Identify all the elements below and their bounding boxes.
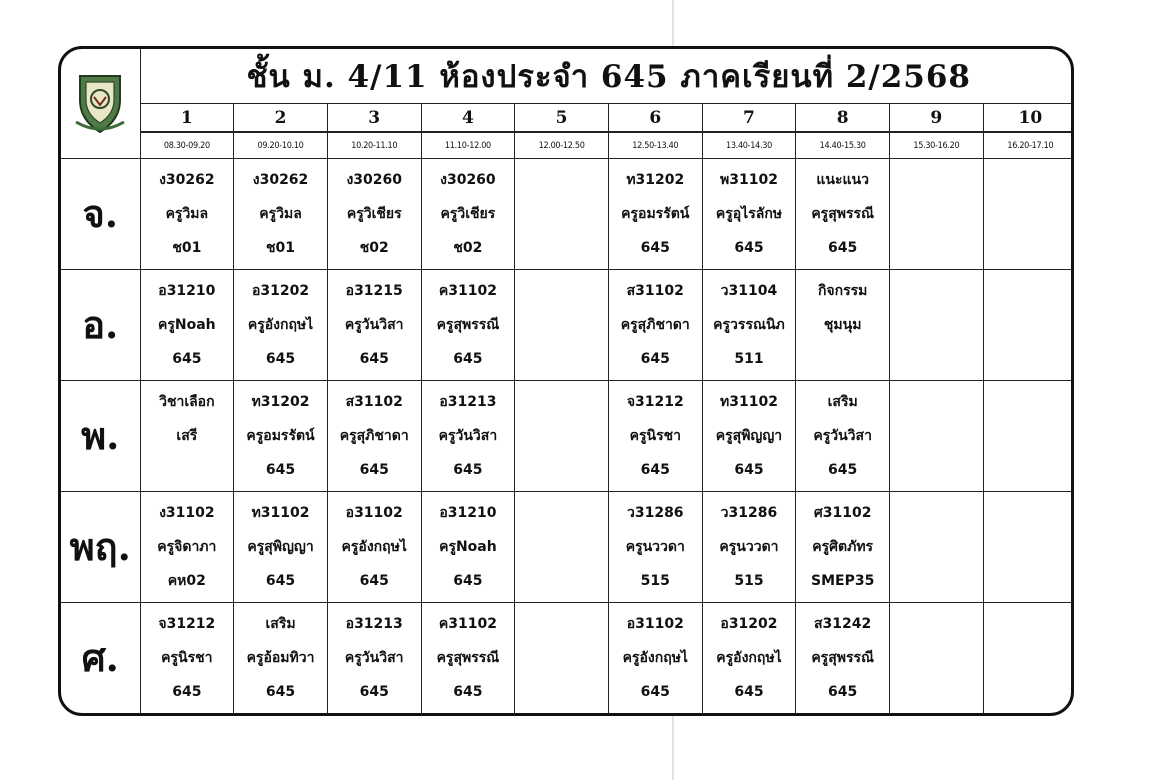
- timetable-slot: [515, 158, 609, 269]
- room-number: SMEP35: [810, 572, 875, 589]
- subject-code: [890, 274, 983, 308]
- room-number: 645: [828, 683, 858, 700]
- teacher-name: ครูวันวิสา: [344, 316, 404, 333]
- room-number: 645: [359, 461, 389, 478]
- period-number: 8: [796, 104, 890, 132]
- room-number: [984, 342, 1074, 376]
- period-time: 12.00-12.50: [515, 132, 609, 158]
- teacher-name: [984, 419, 1074, 453]
- subject-code: อ31102: [345, 504, 403, 521]
- teacher-name: ครูสุพรรณี: [436, 316, 500, 333]
- period-time: 16.20-17.10: [983, 132, 1074, 158]
- subject-code: เสริม: [827, 393, 858, 410]
- timetable-slot: [234, 158, 328, 269]
- timetable-slot: [890, 602, 984, 713]
- period-time: 09.20-10.10: [234, 132, 328, 158]
- room-number: [515, 453, 608, 487]
- timetable-slot: [608, 158, 702, 269]
- subject-code: [984, 274, 1074, 308]
- timetable-slot: [983, 380, 1074, 491]
- room-number: 645: [265, 572, 296, 589]
- subject-code: จ31212: [626, 393, 684, 410]
- subject-code: [984, 163, 1074, 197]
- timetable-slot: [702, 380, 796, 491]
- room-number: [515, 342, 608, 376]
- room-number: [890, 453, 983, 487]
- day-label: พฤ.: [61, 491, 140, 602]
- teacher-name: ครูวิเชียร: [440, 205, 496, 222]
- room-number: 645: [734, 683, 764, 700]
- teacher-name: ครูสุภิชาดา: [620, 316, 690, 333]
- timetable-slot: [608, 269, 702, 380]
- timetable-slot: [796, 158, 890, 269]
- room-number: 645: [453, 683, 483, 700]
- subject-code: ว31286: [626, 504, 684, 521]
- timetable-slot: [140, 602, 234, 713]
- room-number: 511: [734, 350, 764, 367]
- subject-code: วิชาเลือก: [159, 393, 215, 410]
- teacher-name: [890, 308, 983, 342]
- subject-code: ง30260: [440, 171, 496, 188]
- day-row: [61, 380, 1074, 491]
- school-logo: [61, 49, 140, 158]
- teacher-name: [890, 641, 983, 675]
- timetable-slot: [515, 269, 609, 380]
- room-number: 645: [453, 461, 483, 478]
- timetable-slot: [421, 158, 515, 269]
- subject-code: เสริม: [265, 615, 296, 632]
- teacher-name: เสรี: [176, 427, 198, 444]
- room-number: [984, 231, 1074, 265]
- room-number: 645: [640, 239, 670, 256]
- teacher-name: [515, 419, 608, 453]
- room-number: ช02: [453, 239, 483, 256]
- teacher-name: ครูอ้อมทิวา: [246, 649, 315, 666]
- day-row: [61, 269, 1074, 380]
- teacher-name: ครูวันวิสา: [438, 427, 498, 444]
- room-number: คห02: [167, 572, 206, 589]
- subject-code: อ31213: [345, 615, 403, 632]
- teacher-name: ครูสุพิญญา: [247, 538, 314, 555]
- timetable-slot: [608, 491, 702, 602]
- period-number: 10: [983, 104, 1074, 132]
- subject-code: [515, 496, 608, 530]
- timetable-slot: [796, 491, 890, 602]
- subject-code: ง30262: [252, 171, 309, 188]
- period-time: 15.30-16.20: [890, 132, 984, 158]
- room-number: [984, 675, 1074, 709]
- day-label: ศ.: [61, 602, 140, 713]
- timetable-slot: [234, 380, 328, 491]
- room-number: 645: [265, 350, 296, 367]
- subject-code: อ31210: [158, 282, 216, 299]
- teacher-name: ครูวันวิสา: [344, 649, 404, 666]
- teacher-name: [515, 197, 608, 231]
- timetable-slot: [515, 602, 609, 713]
- room-number: ช01: [172, 239, 202, 256]
- room-number: [515, 231, 608, 265]
- teacher-name: [515, 530, 608, 564]
- subject-code: ว31286: [720, 504, 778, 521]
- teacher-name: ครูจิดาภา: [157, 538, 217, 555]
- subject-code: [515, 274, 608, 308]
- room-number: ช01: [266, 239, 296, 256]
- timetable-slot: [890, 269, 984, 380]
- subject-code: [890, 496, 983, 530]
- day-label: จ.: [61, 158, 140, 269]
- room-number: [984, 453, 1074, 487]
- day-row: [61, 158, 1074, 269]
- teacher-name: ครูสุพรรณี: [811, 205, 874, 222]
- room-number: 645: [265, 683, 296, 700]
- teacher-name: ครูอุไรลักษ: [715, 205, 783, 222]
- room-number: [796, 342, 889, 376]
- timetable-slot: [983, 602, 1074, 713]
- period-time: 10.20-11.10: [327, 132, 421, 158]
- timetable-slot: [983, 269, 1074, 380]
- period-time: 13.40-14.30: [702, 132, 796, 158]
- subject-code: ท31102: [720, 393, 778, 410]
- period-number: 2: [234, 104, 328, 132]
- timetable-slot: [327, 380, 421, 491]
- timetable-slot: [702, 602, 796, 713]
- teacher-name: ครูศิตภัทร: [812, 538, 874, 555]
- teacher-name: ครูสุพรรณี: [811, 649, 874, 666]
- subject-code: ส31102: [626, 282, 684, 299]
- subject-code: ง31102: [159, 504, 215, 521]
- teacher-name: [515, 308, 608, 342]
- subject-code: [984, 496, 1074, 530]
- timetable-slot: [327, 602, 421, 713]
- teacher-name: ครูสุพิญญา: [715, 427, 783, 444]
- timetable-slot: [796, 380, 890, 491]
- timetable-slot: [515, 491, 609, 602]
- period-number: 5: [515, 104, 609, 132]
- subject-code: อ31102: [626, 615, 684, 632]
- room-number: 645: [359, 350, 389, 367]
- timetable-card: [58, 46, 1074, 716]
- room-number: [141, 453, 234, 487]
- period-number: 4: [421, 104, 515, 132]
- teacher-name: ครูนววดา: [719, 538, 779, 555]
- subject-code: [984, 385, 1074, 419]
- room-number: 645: [828, 461, 858, 478]
- teacher-name: ครูนิรชา: [161, 649, 213, 666]
- room-number: 645: [828, 239, 858, 256]
- room-number: [890, 675, 983, 709]
- timetable-slot: [140, 491, 234, 602]
- timetable-slot: [234, 602, 328, 713]
- teacher-name: [984, 197, 1074, 231]
- subject-code: [984, 607, 1074, 641]
- room-number: [515, 675, 608, 709]
- timetable-slot: [327, 491, 421, 602]
- teacher-name: ครูอังกฤษไ: [247, 316, 314, 333]
- timetable-slot: [421, 380, 515, 491]
- teacher-name: ครูวิมล: [165, 205, 209, 222]
- room-number: 515: [640, 572, 670, 589]
- teacher-name: ครูอมรรัตน์: [621, 205, 690, 222]
- teacher-name: [984, 308, 1074, 342]
- subject-code: พ31102: [720, 171, 778, 188]
- timetable-slot: [421, 602, 515, 713]
- timetable-slot: [608, 380, 702, 491]
- room-number: 645: [172, 350, 202, 367]
- timetable-slot: [796, 269, 890, 380]
- room-number: 645: [359, 683, 389, 700]
- room-number: 645: [453, 572, 483, 589]
- period-time: 14.40-15.30: [796, 132, 890, 158]
- teacher-name: ครูอังกฤษไ: [341, 538, 407, 555]
- timetable-slot: [890, 380, 984, 491]
- subject-code: ง30260: [346, 171, 402, 188]
- teacher-name: ครูนววดา: [625, 538, 685, 555]
- timetable-slot: [421, 491, 515, 602]
- timetable-slot: [890, 491, 984, 602]
- subject-code: ง30262: [159, 171, 215, 188]
- room-number: 645: [640, 683, 670, 700]
- room-number: ช02: [359, 239, 389, 256]
- subject-code: ท31102: [251, 504, 310, 521]
- subject-code: แนะแนว: [816, 171, 869, 188]
- timetable-slot: [890, 158, 984, 269]
- teacher-name: ครูสุภิชาดา: [339, 427, 409, 444]
- subject-code: อ31215: [345, 282, 403, 299]
- timetable-slot: [796, 602, 890, 713]
- teacher-name: [890, 419, 983, 453]
- timetable: [61, 49, 1074, 713]
- day-row: [61, 491, 1074, 602]
- timetable-slot: [702, 491, 796, 602]
- subject-code: [890, 385, 983, 419]
- timetable-slot: [608, 602, 702, 713]
- room-number: [984, 564, 1074, 598]
- period-number: 7: [702, 104, 796, 132]
- school-crest-icon: [72, 70, 128, 136]
- teacher-name: [890, 197, 983, 231]
- subject-code: [515, 607, 608, 641]
- room-number: 645: [172, 683, 202, 700]
- timetable-slot: [140, 269, 234, 380]
- subject-code: [890, 607, 983, 641]
- timetable-slot: [140, 158, 234, 269]
- period-number: 3: [327, 104, 421, 132]
- timetable-slot: [515, 380, 609, 491]
- timetable-slot: [327, 158, 421, 269]
- teacher-name: ครูอังกฤษไ: [716, 649, 782, 666]
- subject-code: ว31104: [720, 282, 778, 299]
- room-number: 645: [734, 239, 764, 256]
- teacher-name: ครูสุพรรณี: [436, 649, 500, 666]
- period-number: 1: [140, 104, 234, 132]
- day-label: พ.: [61, 380, 140, 491]
- room-number: [890, 564, 983, 598]
- teacher-name: ครูNoah: [439, 538, 497, 555]
- subject-code: ค31102: [438, 282, 497, 299]
- room-number: 645: [359, 572, 389, 589]
- period-time: 11.10-12.00: [421, 132, 515, 158]
- room-number: 645: [734, 461, 764, 478]
- room-number: 645: [640, 461, 670, 478]
- day-label: อ.: [61, 269, 140, 380]
- subject-code: [515, 163, 608, 197]
- timetable-slot: [702, 158, 796, 269]
- subject-code: ค31102: [438, 615, 497, 632]
- timetable-slot: [421, 269, 515, 380]
- timetable-slot: [327, 269, 421, 380]
- subject-code: ท31202: [251, 393, 310, 410]
- subject-code: [515, 385, 608, 419]
- subject-code: อ31210: [439, 504, 497, 521]
- teacher-name: ครูNoah: [158, 316, 216, 333]
- subject-code: [890, 163, 983, 197]
- teacher-name: ครูวรรณนิภ: [713, 316, 785, 333]
- day-row: [61, 602, 1074, 713]
- subject-code: จ31212: [158, 615, 216, 632]
- teacher-name: ครูวิเชียร: [346, 205, 402, 222]
- timetable-slot: [983, 491, 1074, 602]
- subject-code: กิจกรรม: [817, 282, 868, 299]
- subject-code: ส31102: [345, 393, 403, 410]
- teacher-name: ครูวิมล: [259, 205, 302, 222]
- timetable-title: ชั้น ม. 4/11 ห้องประจำ 645 ภาคเรียนที่ 2/2568: [246, 59, 971, 96]
- room-number: 645: [640, 350, 670, 367]
- teacher-name: [984, 641, 1074, 675]
- subject-code: อ31202: [251, 282, 310, 299]
- subject-code: ศ31102: [813, 504, 872, 521]
- period-time: 08.30-09.20: [140, 132, 234, 158]
- teacher-name: ครูอังกฤษไ: [622, 649, 688, 666]
- teacher-name: [890, 530, 983, 564]
- teacher-name: ชุมนุม: [823, 316, 862, 333]
- room-number: [515, 564, 608, 598]
- timetable-slot: [234, 269, 328, 380]
- teacher-name: ครูวันวิสา: [813, 427, 872, 444]
- period-time: 12.50-13.40: [608, 132, 702, 158]
- room-number: 515: [734, 572, 764, 589]
- room-number: [890, 342, 983, 376]
- teacher-name: ครูอมรรัตน์: [246, 427, 315, 444]
- timetable-slot: [983, 158, 1074, 269]
- room-number: 645: [265, 461, 296, 478]
- timetable-slot: [140, 380, 234, 491]
- period-number: 6: [608, 104, 702, 132]
- subject-code: อ31213: [439, 393, 497, 410]
- subject-code: อ31202: [720, 615, 778, 632]
- teacher-name: ครูนิรชา: [629, 427, 681, 444]
- room-number: 645: [453, 350, 483, 367]
- teacher-name: [984, 530, 1074, 564]
- subject-code: ส31242: [814, 615, 872, 632]
- room-number: [890, 231, 983, 265]
- timetable-slot: [234, 491, 328, 602]
- subject-code: ท31202: [626, 171, 685, 188]
- teacher-name: [515, 641, 608, 675]
- period-number: 9: [890, 104, 984, 132]
- timetable-slot: [702, 269, 796, 380]
